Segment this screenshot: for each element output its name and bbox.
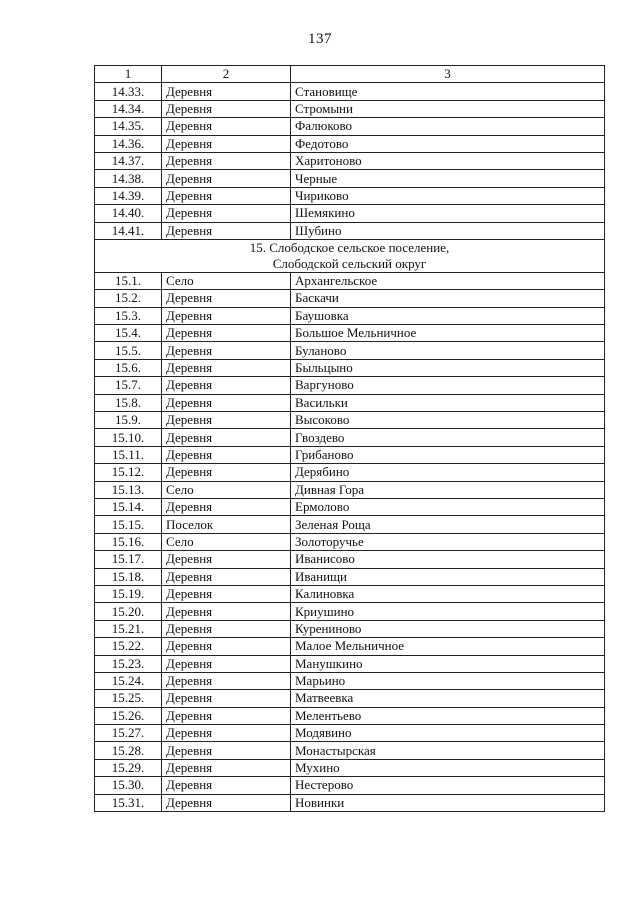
settlement-name: Дивная Гора — [291, 481, 605, 498]
column-header-number: 1 — [95, 66, 162, 83]
settlement-name: Мелентьево — [291, 707, 605, 724]
settlement-type: Деревня — [162, 655, 291, 672]
settlement-name: Мухино — [291, 759, 605, 776]
row-number: 14.35. — [95, 118, 162, 135]
table-row — [95, 481, 605, 498]
table-row — [95, 359, 605, 376]
page-number: 137 — [308, 31, 332, 47]
settlement-name: Ермолово — [291, 498, 605, 515]
settlement-name: Шубино — [291, 222, 605, 239]
row-number: 15.26. — [95, 707, 162, 724]
settlement-type: Деревня — [162, 290, 291, 307]
rows-after-section — [95, 272, 605, 811]
table-row — [95, 533, 605, 550]
settlement-name: Куренинoво — [291, 620, 605, 637]
settlement-name: Марьино — [291, 672, 605, 689]
settlement-type: Деревня — [162, 222, 291, 239]
row-number: 14.41. — [95, 222, 162, 239]
settlement-type: Деревня — [162, 359, 291, 376]
settlement-type: Деревня — [162, 83, 291, 100]
table-row — [95, 516, 605, 533]
table-row — [95, 170, 605, 187]
table-row — [95, 655, 605, 672]
settlement-type: Деревня — [162, 342, 291, 359]
row-number: 15.16. — [95, 533, 162, 550]
settlement-name: Дерябино — [291, 464, 605, 481]
table-row — [95, 551, 605, 568]
table-row — [95, 725, 605, 742]
table-row — [95, 603, 605, 620]
row-number: 15.31. — [95, 794, 162, 811]
settlement-type: Деревня — [162, 794, 291, 811]
row-number: 14.38. — [95, 170, 162, 187]
row-number: 14.36. — [95, 135, 162, 152]
settlement-type: Деревня — [162, 100, 291, 117]
settlement-type: Деревня — [162, 464, 291, 481]
table-row — [95, 412, 605, 429]
settlement-type: Деревня — [162, 429, 291, 446]
table-row — [95, 759, 605, 776]
settlement-name: Архангельское — [291, 272, 605, 289]
row-number: 15.2. — [95, 290, 162, 307]
table-row — [95, 118, 605, 135]
table-row — [95, 325, 605, 342]
row-number: 15.27. — [95, 725, 162, 742]
settlement-name: Манушкино — [291, 655, 605, 672]
settlement-name: Васильки — [291, 394, 605, 411]
section-heading-line-1: 15. Слободское сельское поселение, — [249, 239, 450, 255]
settlement-name: Баушовка — [291, 307, 605, 324]
row-number: 15.24. — [95, 672, 162, 689]
table-row — [95, 135, 605, 152]
table-row — [95, 707, 605, 724]
settlement-type: Село — [162, 481, 291, 498]
row-number: 15.7. — [95, 377, 162, 394]
settlement-type: Деревня — [162, 307, 291, 324]
settlement-type: Деревня — [162, 725, 291, 742]
row-number: 15.10. — [95, 429, 162, 446]
settlement-type: Деревня — [162, 498, 291, 515]
row-number: 15.17. — [95, 551, 162, 568]
table-row — [95, 498, 605, 515]
row-number: 15.20. — [95, 603, 162, 620]
settlement-name: Баскачи — [291, 290, 605, 307]
settlement-name: Модявино — [291, 725, 605, 742]
row-number: 14.37. — [95, 152, 162, 169]
settlement-type: Деревня — [162, 377, 291, 394]
rows-before-section — [95, 83, 605, 240]
row-number: 15.21. — [95, 620, 162, 637]
settlement-name: Гвоздево — [291, 429, 605, 446]
settlement-name: Зеленая Роща — [291, 516, 605, 533]
row-number: 15.12. — [95, 464, 162, 481]
table-row — [95, 690, 605, 707]
table-row — [95, 290, 605, 307]
section-heading-line-2: Слободской сельский округ — [272, 255, 427, 271]
row-number: 15.6. — [95, 359, 162, 376]
settlement-type: Деревня — [162, 170, 291, 187]
settlement-name: Малое Мельничное — [291, 638, 605, 655]
settlements-table — [94, 65, 605, 812]
row-number: 15.14. — [95, 498, 162, 515]
settlement-type: Деревня — [162, 135, 291, 152]
settlement-type: Деревня — [162, 412, 291, 429]
settlement-type: Деревня — [162, 187, 291, 204]
table-row — [95, 464, 605, 481]
row-number: 15.18. — [95, 568, 162, 585]
table-row — [95, 742, 605, 759]
row-number: 15.23. — [95, 655, 162, 672]
settlement-type: Деревня — [162, 603, 291, 620]
settlement-name: Нестерово — [291, 777, 605, 794]
table-row — [95, 672, 605, 689]
table-row — [95, 377, 605, 394]
table-row — [95, 272, 605, 289]
settlement-type: Деревня — [162, 777, 291, 794]
row-number: 15.29. — [95, 759, 162, 776]
settlement-name: Харитоново — [291, 152, 605, 169]
settlement-name: Иванисово — [291, 551, 605, 568]
settlement-name: Варгуново — [291, 377, 605, 394]
table-row — [95, 638, 605, 655]
row-number: 15.3. — [95, 307, 162, 324]
settlement-name: Становище — [291, 83, 605, 100]
row-number: 15.13. — [95, 481, 162, 498]
settlement-name: Золоторучье — [291, 533, 605, 550]
section-heading — [95, 239, 605, 272]
settlement-name: Матвеевка — [291, 690, 605, 707]
settlement-name: Черные — [291, 170, 605, 187]
table-row — [95, 342, 605, 359]
settlement-type: Село — [162, 272, 291, 289]
settlement-type: Деревня — [162, 446, 291, 463]
row-number: 15.25. — [95, 690, 162, 707]
row-number: 15.15. — [95, 516, 162, 533]
row-number: 14.40. — [95, 205, 162, 222]
settlement-name: Большое Мельничное — [291, 325, 605, 342]
settlement-name: Стромыни — [291, 100, 605, 117]
table-row — [95, 777, 605, 794]
settlement-name: Шемякино — [291, 205, 605, 222]
row-number: 15.1. — [95, 272, 162, 289]
row-number: 15.11. — [95, 446, 162, 463]
table-row — [95, 100, 605, 117]
row-number: 14.33. — [95, 83, 162, 100]
settlement-name: Иванищи — [291, 568, 605, 585]
column-header-type: 2 — [162, 66, 291, 83]
row-number: 15.22. — [95, 638, 162, 655]
settlement-name: Криушино — [291, 603, 605, 620]
row-number: 14.34. — [95, 100, 162, 117]
settlement-type: Деревня — [162, 638, 291, 655]
row-number: 15.28. — [95, 742, 162, 759]
table-header-row — [95, 66, 605, 83]
table-row — [95, 222, 605, 239]
settlement-type: Деревня — [162, 568, 291, 585]
settlement-name: Чириково — [291, 187, 605, 204]
settlement-name: Федотово — [291, 135, 605, 152]
settlement-type: Деревня — [162, 620, 291, 637]
row-number: 14.39. — [95, 187, 162, 204]
settlement-type: Деревня — [162, 707, 291, 724]
settlement-name: Калиновка — [291, 585, 605, 602]
row-number: 15.5. — [95, 342, 162, 359]
table-row — [95, 568, 605, 585]
settlement-type: Деревня — [162, 585, 291, 602]
row-number: 15.4. — [95, 325, 162, 342]
table-row — [95, 205, 605, 222]
table-row — [95, 187, 605, 204]
table-row — [95, 152, 605, 169]
table-row — [95, 394, 605, 411]
settlement-type: Деревня — [162, 205, 291, 222]
row-number: 15.30. — [95, 777, 162, 794]
table-row — [95, 307, 605, 324]
settlement-type: Деревня — [162, 551, 291, 568]
settlement-type: Поселок — [162, 516, 291, 533]
row-number: 15.9. — [95, 412, 162, 429]
settlement-type: Деревня — [162, 690, 291, 707]
settlement-name: Буланово — [291, 342, 605, 359]
table-row — [95, 620, 605, 637]
settlement-type: Деревня — [162, 759, 291, 776]
settlement-type: Деревня — [162, 325, 291, 342]
settlement-name: Монастырская — [291, 742, 605, 759]
row-number: 15.19. — [95, 585, 162, 602]
table-row — [95, 83, 605, 100]
table-row — [95, 794, 605, 811]
table-row — [95, 585, 605, 602]
section-heading-group — [95, 239, 605, 272]
row-number: 15.8. — [95, 394, 162, 411]
column-header-name: 3 — [291, 66, 605, 83]
settlement-type: Деревня — [162, 118, 291, 135]
section-heading-row — [95, 239, 605, 272]
table-row — [95, 429, 605, 446]
settlement-name: Грибаново — [291, 446, 605, 463]
settlement-type: Деревня — [162, 672, 291, 689]
settlement-name: Фалюково — [291, 118, 605, 135]
settlement-type: Деревня — [162, 152, 291, 169]
settlement-name: Быльцыно — [291, 359, 605, 376]
settlement-type: Село — [162, 533, 291, 550]
settlement-type: Деревня — [162, 742, 291, 759]
settlement-name: Новинки — [291, 794, 605, 811]
settlement-type: Деревня — [162, 394, 291, 411]
settlement-name: Высоково — [291, 412, 605, 429]
table-row — [95, 446, 605, 463]
